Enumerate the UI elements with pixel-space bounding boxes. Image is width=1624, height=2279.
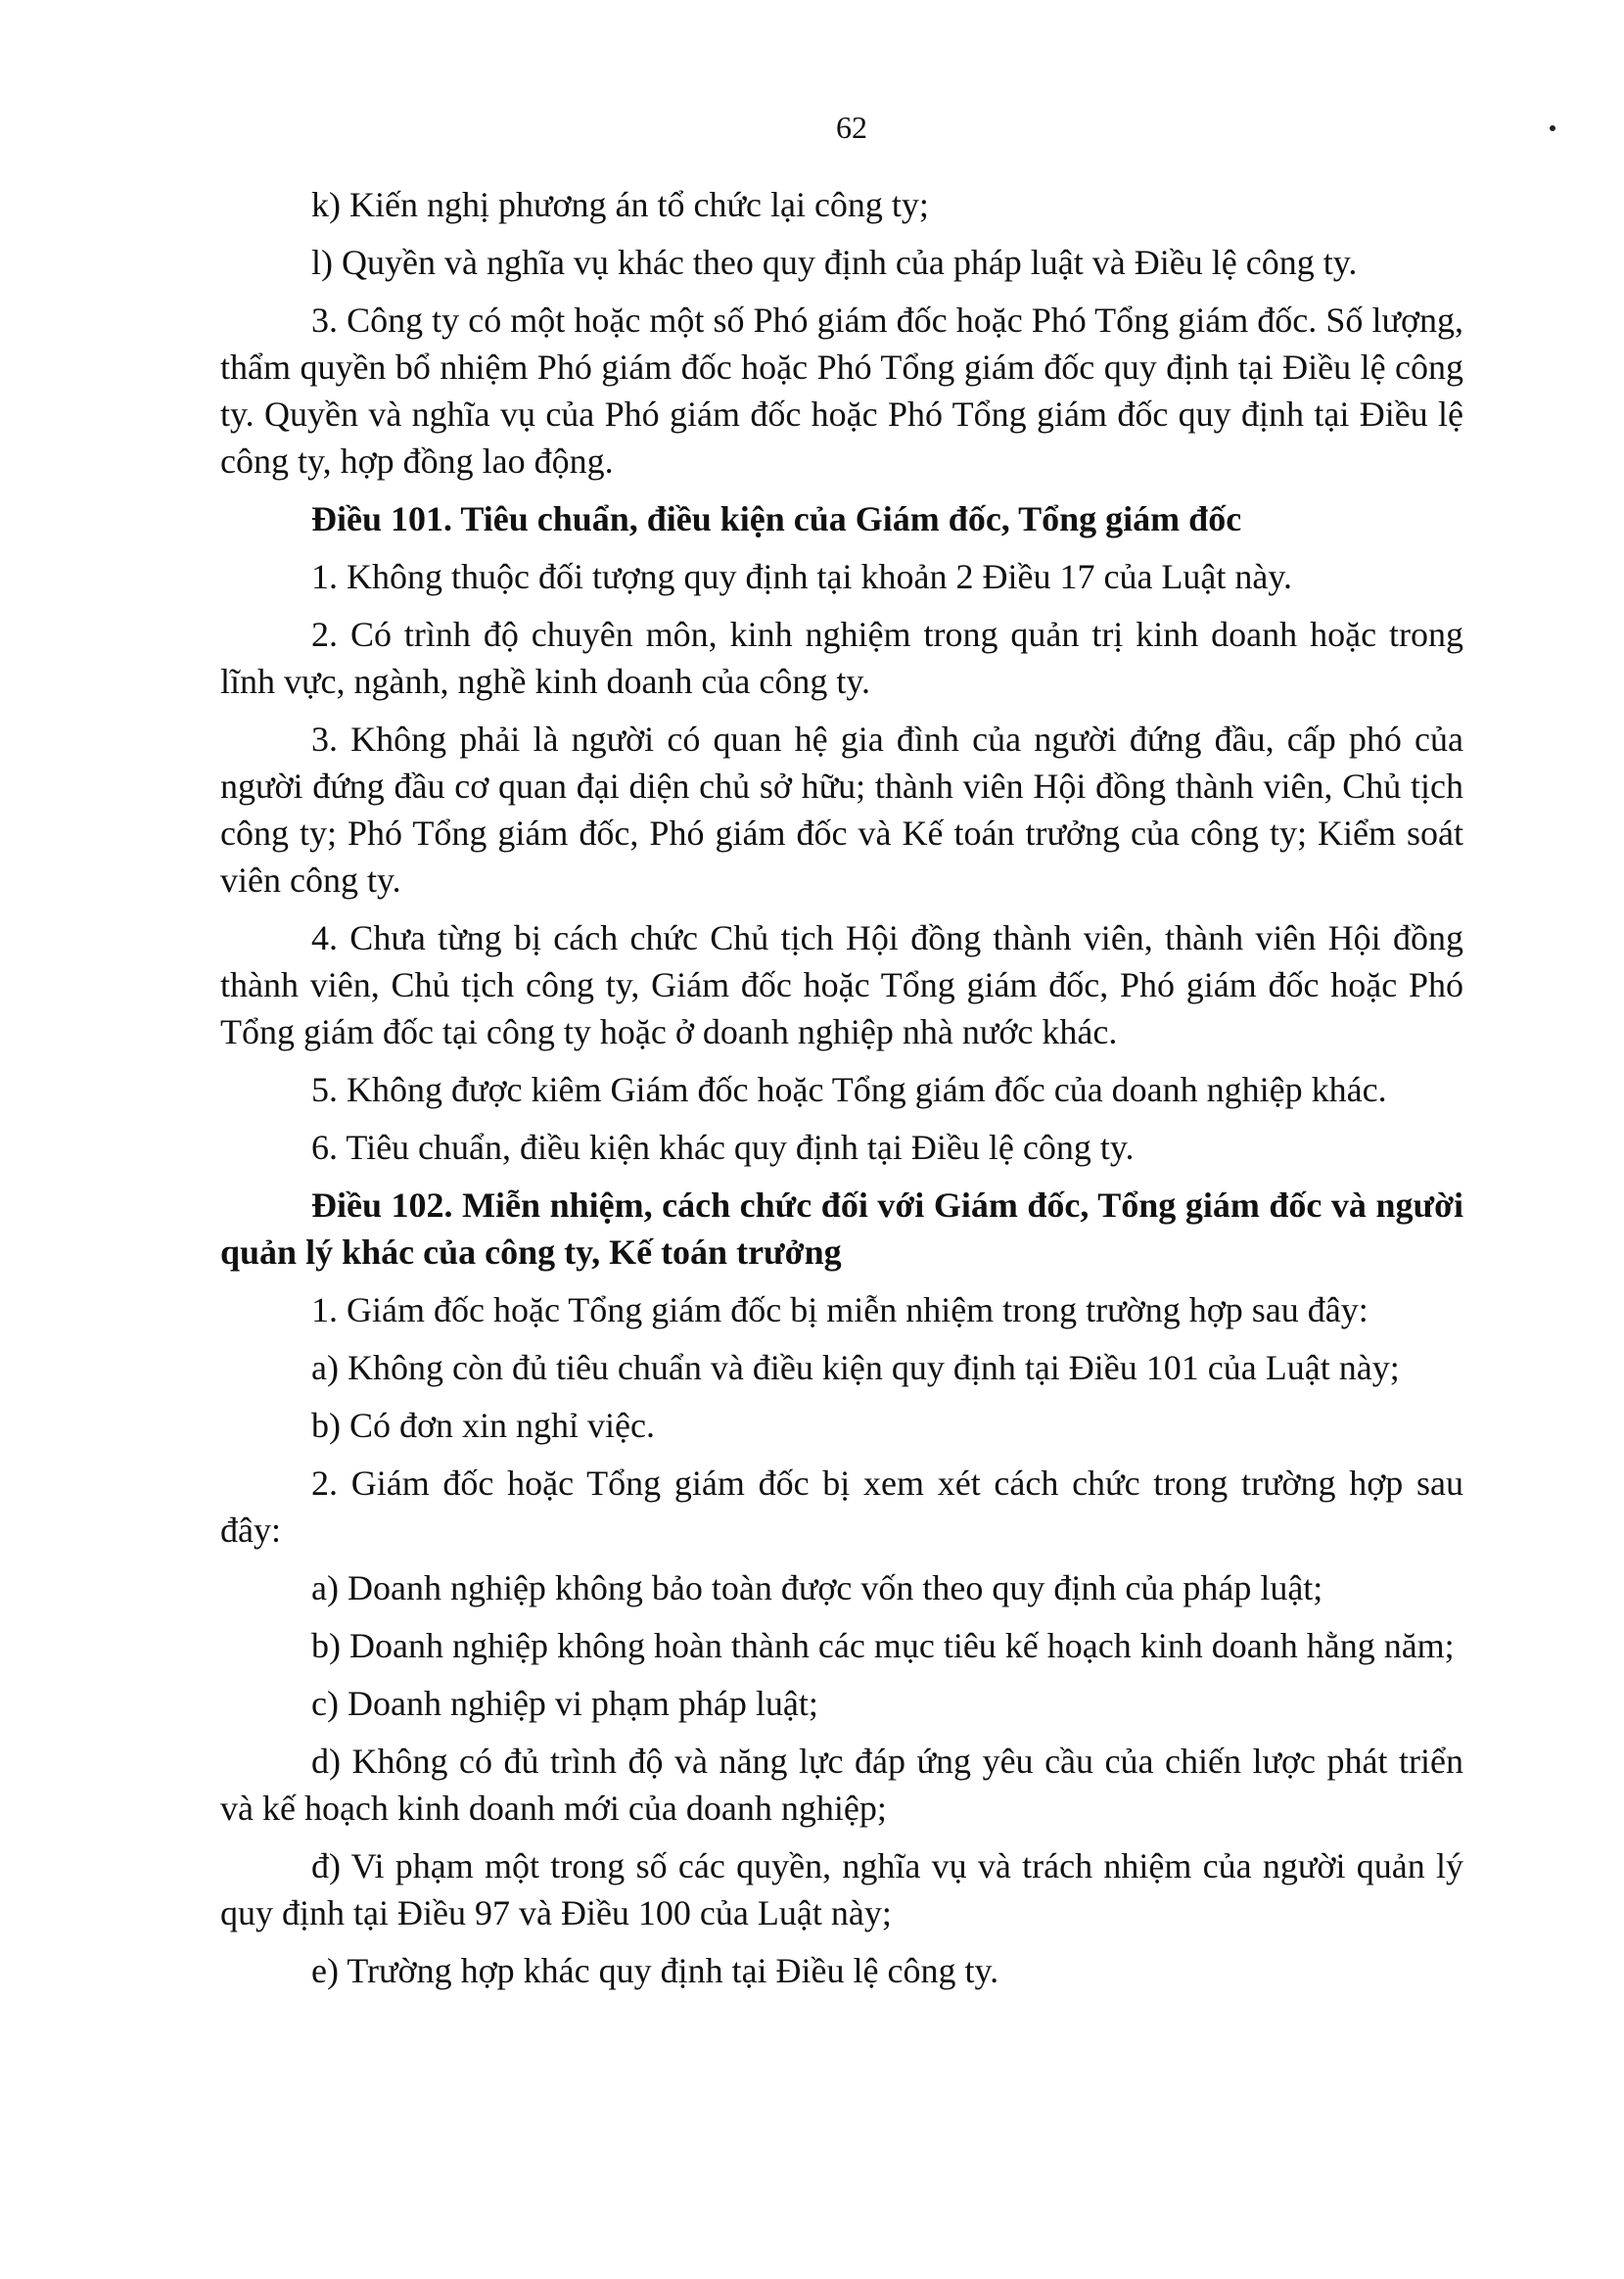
paragraph: c) Doanh nghiệp vi phạm pháp luật; — [311, 1684, 818, 1723]
paragraph: 3. Không phải là người có quan hệ gia đình của người đứng đầu, cấp phó của người đứng đầu cơ quan đại diện chủ sở hữu; thành viên Hội đồng thành viên, Chủ tịch công ty; Phó Tổng giám đốc, Phó giám đốc và Kế toán trưởng của công ty; Kiểm soát viên công ty. — [220, 720, 1463, 900]
paragraph: b) Có đơn xin nghỉ việc. — [311, 1406, 655, 1445]
paragraph: 2. Giám đốc hoặc Tổng giám đốc bị xem xét cách chức trong trường hợp sau đây: — [220, 1464, 1463, 1550]
paragraph: 1. Không thuộc đối tượng quy định tại khoản 2 Điều 17 của Luật này. — [311, 557, 1293, 596]
paragraph: e) Trường hợp khác quy định tại Điều lệ công ty. — [311, 1951, 999, 1990]
paragraph: b) Doanh nghiệp không hoàn thành các mục tiêu kế hoạch kinh doanh hằng năm; — [311, 1626, 1455, 1665]
paragraph: d) Không có đủ trình độ và năng lực đáp ứng yêu cầu của chiến lược phát triển và kế hoạch kinh doanh mới của doanh nghiệp; — [220, 1742, 1463, 1828]
paragraph: 4. Chưa từng bị cách chức Chủ tịch Hội đồng thành viên, thành viên Hội đồng thành viên, Chủ tịch công ty, Giám đốc hoặc Tổng giám đốc, Phó giám đốc hoặc Phó Tổng giám đốc tại công ty hoặc ở doanh nghiệp nhà nước khác. — [220, 918, 1463, 1051]
paragraph: 1. Giám đốc hoặc Tổng giám đốc bị miễn nhiệm trong trường hợp sau đây: — [311, 1290, 1369, 1329]
article-heading: Điều 102. Miễn nhiệm, cách chức đối với Giám đốc, Tổng giám đốc và người quản lý khác của công ty, Kế toán trưởng — [220, 1186, 1463, 1272]
paragraph: 3. Công ty có một hoặc một số Phó giám đốc hoặc Phó Tổng giám đốc. Số lượng, thẩm quyền bổ nhiệm Phó giám đốc hoặc Phó Tổng giám đốc quy định tại Điều lệ công ty. Quyền và nghĩa vụ của Phó giám đốc hoặc Phó Tổng giám đốc quy định tại Điều lệ công ty, hợp đồng lao động. — [220, 301, 1463, 481]
paragraph: 2. Có trình độ chuyên môn, kinh nghiệm trong quản trị kinh doanh hoặc trong lĩnh vực, ngành, nghề kinh doanh của công ty. — [220, 615, 1463, 701]
paragraph: 5. Không được kiêm Giám đốc hoặc Tổng giám đốc của doanh nghiệp khác. — [311, 1070, 1387, 1109]
paragraph: a) Không còn đủ tiêu chuẩn và điều kiện quy định tại Điều 101 của Luật này; — [311, 1348, 1400, 1387]
paragraph: k) Kiến nghị phương án tổ chức lại công ty; — [311, 185, 929, 224]
paragraph: l) Quyền và nghĩa vụ khác theo quy định của pháp luật và Điều lệ công ty. — [311, 243, 1358, 282]
paragraph: a) Doanh nghiệp không bảo toàn được vốn theo quy định của pháp luật; — [311, 1568, 1323, 1607]
article-heading: Điều 101. Tiêu chuẩn, điều kiện của Giám đốc, Tổng giám đốc — [311, 499, 1242, 538]
paragraph: 6. Tiêu chuẩn, điều kiện khác quy định tại Điều lệ công ty. — [311, 1128, 1135, 1167]
page-number: 62 — [836, 110, 867, 145]
page-body — [220, 181, 1463, 2005]
paragraph: đ) Vi phạm một trong số các quyền, nghĩa vụ và trách nhiệm của người quản lý quy định tại Điều 97 và Điều 100 của Luật này; — [220, 1846, 1463, 1932]
